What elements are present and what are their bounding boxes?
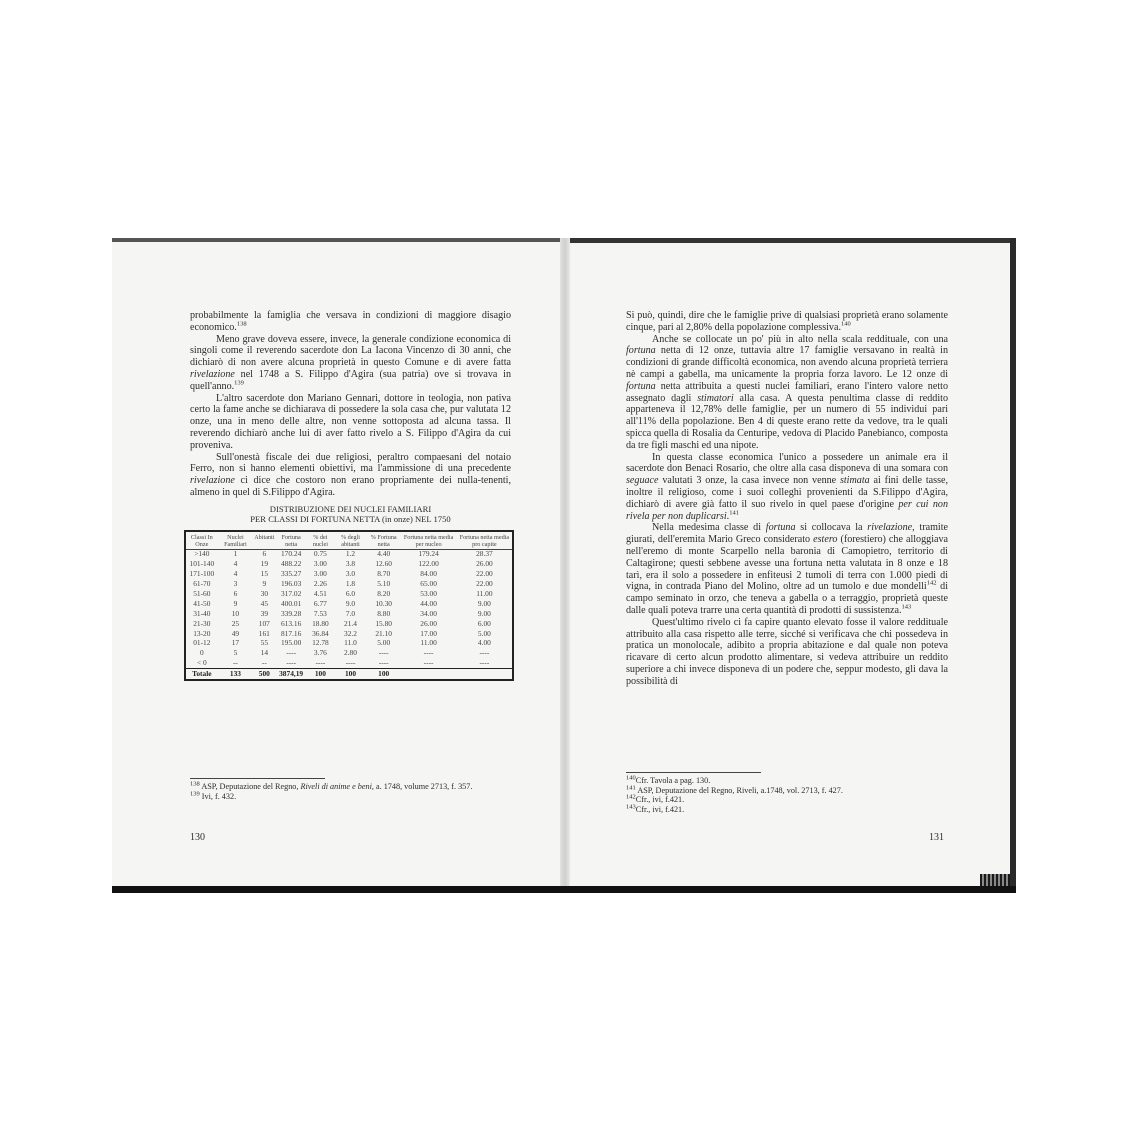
footnote-ref: 139 bbox=[234, 379, 244, 387]
book-gutter bbox=[560, 238, 570, 886]
paragraph bbox=[626, 452, 948, 523]
table-cell: ---- bbox=[423, 658, 434, 668]
table-cell: 6 bbox=[233, 588, 238, 598]
table-cell: 4.40 bbox=[377, 549, 391, 559]
table-cell: 100 bbox=[367, 669, 400, 680]
italic-text: seguace bbox=[626, 475, 659, 487]
table-cell: 8.80 bbox=[377, 608, 391, 618]
table-cell: >140 bbox=[194, 549, 210, 559]
table-row bbox=[185, 649, 513, 659]
text-run: ai fini delle tasse, inoltre il religioso, come i suoi colleghi provenienti da S.Filippo d'Agira, dichiarò di avere già fatto il suo rivelo in quel paese d'origine bbox=[626, 475, 948, 510]
table-cell: 53.00 bbox=[420, 588, 437, 598]
table-cell: ---- bbox=[286, 658, 297, 668]
table-cell: 170.24 bbox=[280, 549, 302, 559]
table-cell: 3.00 bbox=[313, 569, 327, 579]
table-row bbox=[185, 599, 513, 609]
text-run: Meno grave doveva essere, invece, la generale condizione economica di singoli come il reverendo sacerdote don La Iacona Vincenzo di 30 anni, che dichiarò di non avere alcuna proprietà in questo Comune e di avere fatta bbox=[190, 333, 511, 369]
table-cell: 12.78 bbox=[312, 638, 329, 648]
table-cell: 1.8 bbox=[345, 579, 356, 589]
text-run: , a. 1748, volume 2713, f. 357. bbox=[371, 782, 473, 791]
right-page-body bbox=[626, 310, 948, 688]
table-cell: -- bbox=[261, 658, 267, 668]
italic-text: Riveli di anime e beni bbox=[300, 782, 372, 791]
table-cell: 107 bbox=[258, 618, 270, 628]
table-cell: 19 bbox=[260, 559, 269, 569]
table-row bbox=[185, 579, 513, 589]
table-cell: 01-12 bbox=[193, 638, 211, 648]
footnote bbox=[190, 782, 511, 792]
left-footnote-list bbox=[190, 782, 511, 801]
table-cell bbox=[400, 669, 456, 680]
table-row bbox=[185, 659, 513, 669]
table-cell: 7.0 bbox=[345, 608, 356, 618]
table-cell: 100 bbox=[334, 669, 367, 680]
footnote bbox=[626, 795, 948, 805]
table-cell: 613.16 bbox=[280, 618, 302, 628]
table-cell: 100 bbox=[307, 669, 334, 680]
page-number-left: 130 bbox=[190, 832, 205, 843]
table-cell: 133 bbox=[218, 669, 254, 680]
text-run: Anche se collocate un po' più in alto nella scala reddituale, con una bbox=[652, 333, 948, 345]
table-cell bbox=[457, 669, 513, 680]
text-run: L'altro sacerdote don Mariano Gennari, dottore in teologia, non pativa certo la fame anche se dichiarava di possedere la sola casa che, pur valutata 12 onze, una in meno delle altre, non venne sottoposta ad alcuna tassa. Il reverendo dichiarò anche lui di aver fatto rivelo a S. Filippo d'Agira da cui proveniva. bbox=[190, 392, 511, 451]
table-cell: ---- bbox=[345, 658, 356, 668]
table-cell: 122.00 bbox=[418, 559, 439, 569]
table-header-row bbox=[185, 531, 513, 550]
table-cell: Totale bbox=[185, 669, 218, 680]
paragraph bbox=[190, 334, 511, 393]
table-cell: ---- bbox=[423, 648, 434, 658]
footnote bbox=[626, 776, 948, 786]
table-header-cell: Fortuna netta bbox=[275, 531, 306, 550]
table-cell: 1.2 bbox=[345, 549, 356, 559]
table-cell: 25 bbox=[231, 618, 240, 628]
table-cell: 34.00 bbox=[420, 608, 437, 618]
table-cell: 5.10 bbox=[377, 579, 391, 589]
table-row bbox=[185, 609, 513, 619]
footnote bbox=[626, 783, 948, 796]
table-total-row bbox=[185, 669, 513, 680]
text-run: netta attribuita a questi nuclei familiari, erano l'intero valore netto assegnato dagli bbox=[626, 380, 948, 404]
text-run: Si può, quindi, dire che le famiglie prive di qualsiasi proprietà erano solamente cinque, pari al 2,80% della popolazione complessiva. bbox=[626, 310, 948, 333]
table-cell: 817.16 bbox=[280, 628, 302, 638]
table-header-cell: Abitanti bbox=[253, 531, 275, 550]
table-cell: 171-100 bbox=[189, 569, 215, 579]
left-page-body bbox=[190, 310, 511, 681]
table-row bbox=[185, 560, 513, 570]
table-cell: 3.76 bbox=[313, 648, 327, 658]
table-cell: 41-50 bbox=[193, 598, 211, 608]
text-run: ASP, Deputazione del Regno, bbox=[199, 782, 301, 791]
table-cell: 5.00 bbox=[377, 638, 391, 648]
table-row bbox=[185, 629, 513, 639]
table-cell: 3.0 bbox=[345, 569, 356, 579]
right-footnotes bbox=[626, 772, 948, 814]
table-cell: 13-20 bbox=[193, 628, 211, 638]
text-run: Ivi, f. 432. bbox=[199, 791, 237, 801]
italic-text: fortuna bbox=[626, 380, 656, 392]
table-cell: 6.77 bbox=[313, 598, 327, 608]
text-run: Sull'onestà fiscale dei due religiosi, peraltro compaesani del notaio Ferro, non si hanno elementi obiettivi, ma l'ammissione di una precedente bbox=[190, 451, 511, 475]
table-cell: ---- bbox=[479, 658, 490, 668]
table-cell: 0.75 bbox=[313, 549, 327, 559]
table-cell: ---- bbox=[315, 658, 326, 668]
text-run: di campo seminato in orzo, che teneva a gabella o a terraggio, proprietà queste dalle quali poteva trarre una certa quantità di prodotti di sussistenza. bbox=[626, 581, 948, 616]
table-header-cell: % dei nuclei bbox=[307, 531, 334, 550]
right-footnote-list bbox=[626, 776, 948, 814]
paragraph bbox=[626, 334, 948, 452]
table-cell: 44.00 bbox=[420, 598, 437, 608]
table-cell: 31-40 bbox=[193, 608, 211, 618]
table-cell: 21.4 bbox=[344, 618, 357, 628]
text-run: Quest'ultimo rivelo ci fa capire quanto elevato fosse il valore reddituale attribuito alla casa rispetto alle terre, sicché si verificava che chi possedeva in pratica un monolocale, adibito a propria abitazione e dal quale non poteva ricavare di certo alcun prodotto alimentare, si vedeva attribuire un reddito superiore a chi invece disponeva di un podere che, seppur modesto, gli dava la possibilità di bbox=[626, 616, 948, 687]
page-edge-left bbox=[112, 238, 562, 242]
table-cell: 51-60 bbox=[193, 588, 211, 598]
table-cell: ---- bbox=[286, 648, 297, 658]
table-cell: 3874,19 bbox=[275, 669, 306, 680]
table-cell: ---- bbox=[378, 658, 389, 668]
table-cell: 55 bbox=[260, 638, 269, 648]
table-row bbox=[185, 570, 513, 580]
footnote-ref: 141 bbox=[729, 509, 739, 517]
table-cell: 335.27 bbox=[280, 569, 302, 579]
table-cell: 26.00 bbox=[476, 559, 493, 569]
text-run: nel 1748 a S. Filippo d'Agira (sua patria) ove si trovava in quell'anno. bbox=[190, 368, 511, 392]
table-cell: 2.80 bbox=[344, 648, 357, 658]
scan-ruler-marks bbox=[980, 874, 1010, 886]
table-cell: 11.00 bbox=[476, 588, 493, 598]
footnote bbox=[190, 789, 511, 802]
table-cell: 4.51 bbox=[313, 588, 327, 598]
italic-text: rivelazione bbox=[190, 368, 235, 380]
footnote-number: 141 bbox=[626, 783, 636, 791]
table-cell: 36.84 bbox=[312, 628, 329, 638]
table-cell: < 0 bbox=[196, 658, 207, 668]
footnote-rule bbox=[626, 772, 761, 773]
table-cell: 3.8 bbox=[345, 559, 356, 569]
footnote-ref: 138 bbox=[236, 320, 247, 328]
paragraph bbox=[190, 310, 511, 334]
paragraph bbox=[626, 522, 948, 616]
table-cell: 196.03 bbox=[280, 579, 302, 589]
text-run: ci dice che costoro non erano propriamente dei nulla-tenenti, almeno in quel di S.Filippo d'Agira. bbox=[190, 475, 511, 498]
table-cell: 6.0 bbox=[345, 588, 356, 598]
table-cell: 21.10 bbox=[375, 628, 392, 638]
table-cell: 9 bbox=[262, 579, 267, 589]
page-number-right: 131 bbox=[929, 832, 944, 843]
table-cell: 11.00 bbox=[420, 638, 437, 648]
table-header-cell: % degli abitanti bbox=[334, 531, 367, 550]
table-cell: 4 bbox=[233, 559, 238, 569]
footnote-ref: 140 bbox=[841, 320, 851, 328]
text-run: Cfr. Tavola a pag. 130. bbox=[635, 776, 711, 785]
table-cell: 8.70 bbox=[377, 569, 391, 579]
footnote-number: 138 bbox=[190, 780, 200, 788]
table-header-cell: Fortuna netta media per nucleo bbox=[400, 531, 456, 550]
table-cell: 14 bbox=[260, 648, 269, 658]
table-cell: 4.00 bbox=[477, 638, 491, 648]
italic-text: stimata bbox=[839, 475, 870, 487]
table-cell: ---- bbox=[479, 648, 490, 658]
table-cell: 15 bbox=[260, 569, 269, 579]
table-cell: 22.00 bbox=[476, 569, 493, 579]
table-cell: ---- bbox=[378, 648, 389, 658]
table-title-line-2: PER CLASSI DI FORTUNA NETTA (in onze) NEL 1750 bbox=[250, 513, 451, 524]
table-cell: 10.30 bbox=[375, 598, 392, 608]
table-cell: 317.02 bbox=[280, 588, 302, 598]
table-cell: 488.22 bbox=[280, 559, 302, 569]
table-cell: 30 bbox=[260, 588, 269, 598]
table-cell: 49 bbox=[231, 628, 240, 638]
italic-text: fortuna bbox=[626, 345, 656, 357]
table-cell: 32.2 bbox=[344, 628, 357, 638]
footnote-number: 143 bbox=[626, 802, 636, 810]
table-cell: 65.00 bbox=[420, 579, 437, 589]
table-cell: 61-70 bbox=[193, 579, 211, 589]
table-cell: 195.00 bbox=[280, 638, 302, 648]
table-cell: 28.37 bbox=[476, 549, 493, 559]
table-row bbox=[185, 619, 513, 629]
paragraph bbox=[190, 393, 511, 452]
table-cell: 15.80 bbox=[375, 618, 392, 628]
table-cell: 2.26 bbox=[313, 579, 327, 589]
table-cell: 10 bbox=[231, 608, 240, 618]
table-cell: 101-140 bbox=[189, 559, 215, 569]
table-cell: 9 bbox=[233, 598, 238, 608]
book-spread bbox=[112, 238, 1016, 893]
text-run: Cfr., ivi, f.421. bbox=[635, 804, 685, 814]
footnote-rule bbox=[190, 778, 325, 779]
scan-edge bbox=[1010, 238, 1016, 886]
paragraph bbox=[190, 452, 511, 499]
text-run: alla casa. A questa penultima classe di reddito apparteneva il 12,78% delle famiglie, per un numero di 55 individui pari all'11% della popolazione. Ben 4 di queste erano rette da vedove, tra le quali spicca quella di Rosalia da Centuripe, vedova di Placido Panebianco, composta da tre figli maschi ed una nipote. bbox=[626, 392, 948, 451]
table-cell: 9.00 bbox=[477, 608, 491, 618]
table-cell: 7.53 bbox=[313, 608, 327, 618]
italic-text: stimatori bbox=[697, 392, 734, 404]
text-run: probabilmente la famiglia che versava in condizioni di maggiore disagio economico. bbox=[190, 310, 511, 333]
italic-text: fortuna bbox=[765, 522, 796, 534]
footnote-number: 139 bbox=[190, 789, 200, 797]
table-cell: 3.00 bbox=[313, 559, 327, 569]
paragraph bbox=[626, 310, 948, 334]
text-run: In questa classe economica l'unico a possedere un animale era il sacerdote don Benaci Rosario, che oltre alla casa disponeva di una somara con bbox=[626, 451, 948, 475]
footnote-ref: 143 bbox=[901, 603, 912, 611]
text-run: . bbox=[726, 510, 730, 522]
table-cell: 22.00 bbox=[476, 579, 493, 589]
paragraph bbox=[626, 617, 948, 688]
text-run: (forestiero) che alloggiava nell'eremo di monte Scarpello nella baronia di Camopietro, territorio di Caltagirone; questi sebbene avesse una fortuna netta valutata in 8 onze e 18 tarì, era il solo a possedere in enfiteusi 2 tumoli di terra con 1.000 piedi di vigna, in contrada Piano del Molino, oltre ad un tumolo e due mondelli bbox=[626, 534, 948, 593]
table-cell: 18.80 bbox=[312, 618, 329, 628]
italic-text: per cui non rivela per non duplicarsi bbox=[626, 498, 948, 522]
table-cell: 500 bbox=[253, 669, 275, 680]
table-cell: 84.00 bbox=[420, 569, 437, 579]
table-row bbox=[185, 589, 513, 599]
table-cell: 339.28 bbox=[280, 608, 302, 618]
text-run: ASP, Deputazione del Regno, Riveli, a.1748, vol. 2713, f. 427. bbox=[635, 785, 843, 795]
table-cell: 0 bbox=[199, 648, 204, 658]
table-cell: 1 bbox=[233, 549, 238, 559]
table-cell: 179.24 bbox=[418, 549, 439, 559]
right-page-paragraphs bbox=[626, 310, 948, 688]
table-cell: 5.00 bbox=[477, 628, 491, 638]
table-row bbox=[185, 549, 513, 559]
table-cell: 5 bbox=[233, 648, 238, 658]
text-run: netta di 12 onze, tuttavia altre 17 famiglie versavano in realtà in condizioni di grande difficoltà economica, non avendo alcuna proprietà terriera nè campi a gabella, ma unicamente la propria forza lavoro. Le 12 onze di bbox=[626, 345, 948, 380]
table-cell: 21-30 bbox=[193, 618, 211, 628]
table-header-cell: % Fortuna netta bbox=[367, 531, 400, 550]
text-run: si collocava la bbox=[795, 522, 868, 534]
table-cell: 161 bbox=[258, 628, 270, 638]
table-cell: 45 bbox=[260, 598, 269, 608]
table-cell: 4 bbox=[233, 569, 238, 579]
table-cell: 39 bbox=[260, 608, 269, 618]
table-cell: -- bbox=[232, 658, 238, 668]
text-run: Cfr., ivi, f.421. bbox=[635, 795, 685, 804]
table-cell: 17.00 bbox=[420, 628, 437, 638]
table-cell: 17 bbox=[231, 638, 240, 648]
footnote-number: 140 bbox=[626, 774, 636, 782]
table-header-cell: Fortuna netta media pro capite bbox=[457, 531, 513, 550]
text-run: valutati 3 onze, la casa invece non venne bbox=[658, 475, 840, 487]
table-cell: 11.0 bbox=[344, 638, 357, 648]
table-cell: 12.60 bbox=[375, 559, 392, 569]
table-header-cell: Nuclei Familiari bbox=[218, 531, 254, 550]
distribution-table bbox=[184, 530, 514, 682]
table-cell: 400.01 bbox=[280, 598, 302, 608]
table-row bbox=[185, 639, 513, 649]
footnote-number: 142 bbox=[626, 793, 636, 801]
footnote bbox=[626, 802, 948, 815]
table-body bbox=[185, 549, 513, 680]
text-run: , tramite giurati, dell'eremita Mario Greco considerato bbox=[626, 522, 949, 546]
table-cell: 9.0 bbox=[345, 598, 356, 608]
italic-text: estero bbox=[813, 534, 838, 546]
table-cell: 6 bbox=[262, 549, 267, 559]
page-edge-right bbox=[567, 238, 1016, 243]
text-run: Nella medesima classe di bbox=[652, 522, 766, 534]
italic-text: rivelazione bbox=[190, 475, 235, 487]
table-cell: 26.00 bbox=[420, 618, 437, 628]
footnote-ref: 142 bbox=[926, 579, 937, 587]
table-cell: 8.20 bbox=[377, 588, 391, 598]
left-page-paragraphs bbox=[190, 310, 511, 499]
left-footnotes bbox=[190, 778, 511, 801]
table-cell: 9.00 bbox=[477, 598, 491, 608]
table-title-line-1: DISTRIBUZIONE DEI NUCLEI FAMILIARI bbox=[269, 503, 432, 514]
table-cell: 3 bbox=[233, 579, 238, 589]
table-header-cell: Classi In Onze bbox=[185, 531, 218, 550]
table-title bbox=[190, 504, 511, 524]
table-cell: 6.00 bbox=[477, 618, 491, 628]
italic-text: rivelazione bbox=[867, 522, 913, 534]
